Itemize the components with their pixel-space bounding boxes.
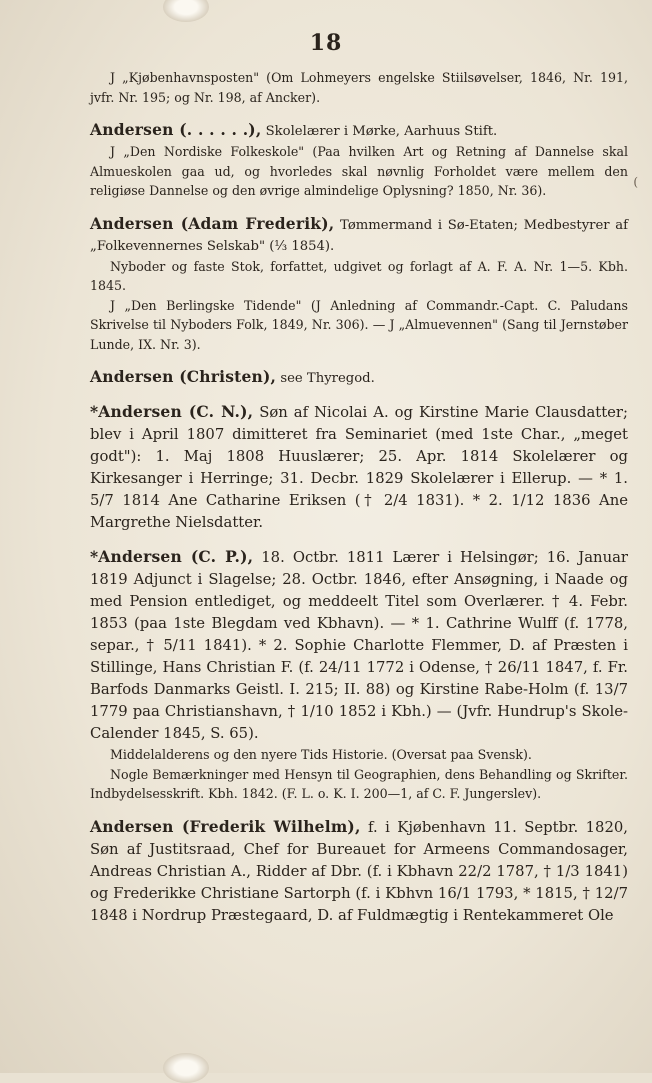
entry-line: J „Den Nordiske Folkeskole" (Paa hvilken Art og Retning af Dannelse skal Almueskolen gaa ud, og hvorledes skal nøvnlig Forholdet være mellem den religiøse Dannelse og den øvrige almindelige Oplysning? 1850, Nr. 36). [90,144,628,198]
edge-mark: ( [633,175,638,189]
entry-andersen-christen [90,366,628,389]
entry-andersen-cp [90,546,628,804]
binding-hole-top [163,0,209,22]
entry-text: Søn af Nicolai A. og Kirstine Marie Clausdatter; blev i April 1807 dimitteret fra Seminariet (med 1ste Char., „meget godt"): 1. Maj 1808 Huuslærer; 25. Apr. 1814 Skolelærer og Kirkesanger i Herringe; 31. Decbr. 1829 Skolelærer i Ellerup. — * 1. 5/7 1814 Ane Catharine Eriksen († 2/4 1831). * 2. 1/12 1836 Ane Margrethe Nielsdatter. [90,404,628,531]
entry-text: f. i Kjøbenhavn 11. Septbr. 1820, Søn af Justitsraad, Chef for Bureauet for Armeens Commandosager, Andreas Christian A., Ridder af Dbr. (f. i Kbhavn 22/2 1787, † 1/3 1841) og Frederikke Christiane Sartorph (f. i Kbhvn 16/1 1793, * 1815, † 12/7 1848 i Nordrup Præstegaard, D. af Fuldmægtig i Rentekammeret Ole [90,818,628,924]
binding-hole-bottom [163,1053,209,1083]
entry-continuation [90,68,628,107]
entry-text: see Thyregod. [276,371,375,386]
entry-head: Andersen (Frederik Wilhelm), [90,816,361,836]
entry-head: *Andersen (C. P.), [90,547,254,566]
entry-andersen-adam-frederik [90,213,628,355]
entry-text: Tømmermand i Sø-Etaten; Medbestyrer af „Folkevennernes Selskab" (⅓ 1854). [90,217,628,254]
entry-heading-line [90,119,628,142]
entry-andersen-dots [90,119,628,201]
entry-body [90,816,628,927]
entry-line: J „Den Berlingske Tidende" (J Anledning af Commandr.-Capt. C. Paludans Skrivelse til Nyboders Folk, 1849, Nr. 306). — J „Almuevennen" (Sang til Jernstøber Lunde, IX. Nr. 3). [90,297,628,352]
entry-head: *Andersen (C. N.), [90,402,254,421]
entry-line: Middelalderens og den nyere Tids Historie. (Oversat paa Svensk). [110,747,532,762]
entry-text: Skolelærer i Mørke, Aarhuus Stift. [261,124,498,139]
entry-andersen-frederik-wilhelm [90,816,628,927]
entry-line: J „Kjøbenhavnsposten" (Om Lohmeyers engelske Stiilsøvelser, 1846, Nr. 191, jvfr. Nr. 195; og Nr. 198, af Ancker). [90,70,628,105]
entry-body [90,546,628,745]
entry-head: Andersen (. . . . . .), [90,120,262,139]
entry-heading-line [90,213,628,257]
entry-andersen-cn [90,401,628,534]
page-number: 18 [309,30,343,56]
entries-column [90,68,628,939]
entry-head: Andersen (Christen), [90,367,277,386]
entry-line: Nyboder og faste Stok, forfattet, udgivet og forlagt af A. F. A. Nr. 1—5. Kbh. 1845. [90,258,628,293]
entry-line: Nogle Bemærkninger med Hensyn til Geographien, dens Behandling og Skrifter. Indbydelsesskrift. Kbh. 1842. (F. L. o. K. I. 200—1, af C. F. Jungerslev). [90,766,628,801]
entry-body [90,401,628,534]
entry-heading-line [90,366,628,389]
entry-head: Andersen (Adam Frederik), [90,213,335,233]
entry-text: 18. Octbr. 1811 Lærer i Helsingør; 16. Januar 1819 Adjunct i Slagelse; 28. Octbr. 1846, efter Ansøgning, i Naade og med Pension entlediget, og meddeelt Titel som Overlærer. † 4. Febr. 1853 (paa 1ste Blegdam ved Kbhavn). — * 1. Cathrine Wulff (f. 1778, separ., † 5/11 1841). * 2. Sophie Charlotte Flemmer, D. af Præsten i Stillinge, Hans Christian F. (f. 24/11 1772 i Odense, † 26/11 1847, f. Fr. Barfods Danmarks Geistl. I. 215; II. 88) og Kirstine Rabe-Holm (f. 13/7 1779 paa Christianshavn, † 1/10 1852 i Kbh.) — (Jvfr. Hundrup's Skole-Calender 1845, S. 65). [90,549,628,742]
